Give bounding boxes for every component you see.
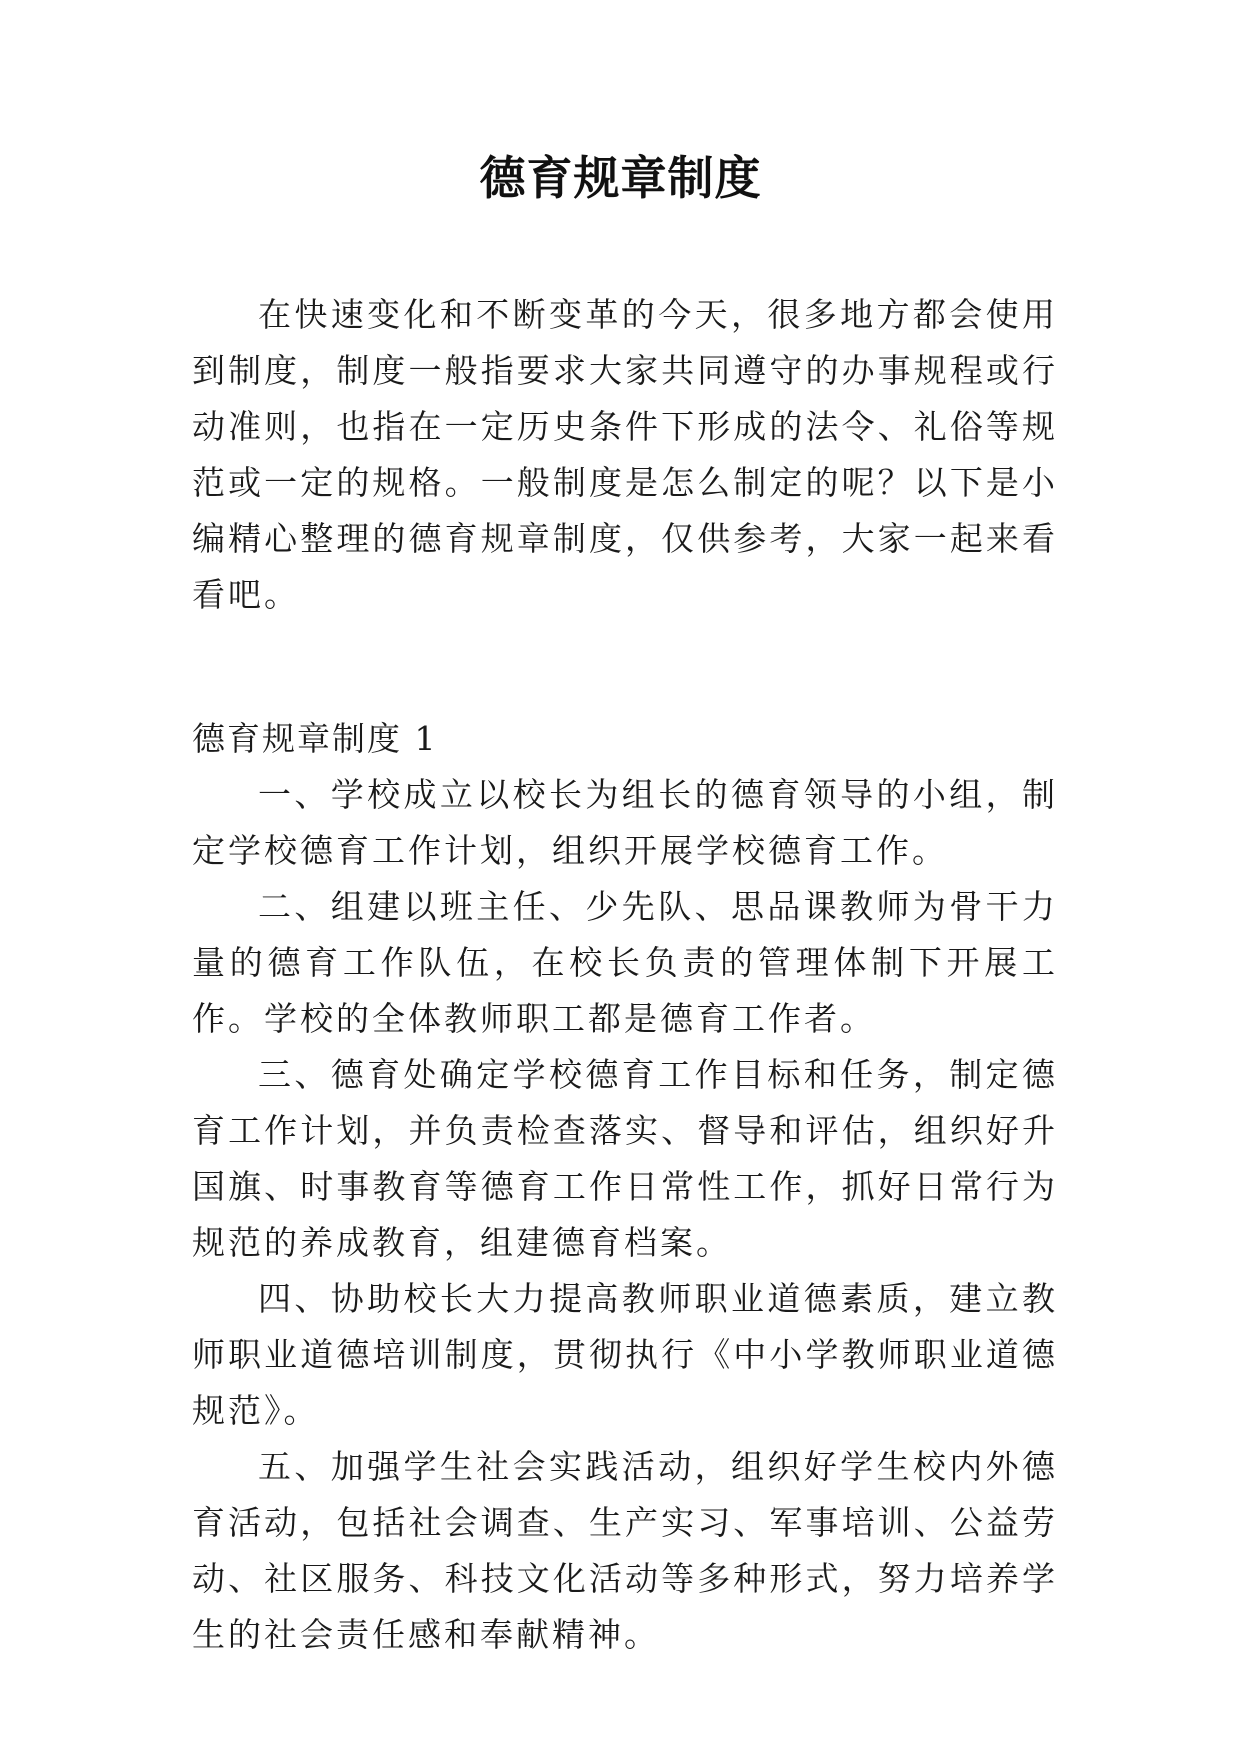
document-title: 德育规章制度 <box>479 151 762 205</box>
section-heading: 德育规章制度 1 <box>192 719 438 758</box>
rule-item-2: 二、组建以班主任、少先队、思品课教师为骨干力量的德育工作队伍，在校长负责的管理体制下开展工作。学校的全体教师职工都是德育工作者。 <box>192 887 1058 1038</box>
rule-item-1: 一、学校成立以校长为组长的德育领导的小组，制定学校德育工作计划，组织开展学校德育工作。 <box>192 775 1058 870</box>
document-body <box>192 287 1058 1663</box>
rule-item-4: 四、协助校长大力提高教师职业道德素质，建立教师职业道德培训制度，贯彻执行《中小学教师职业道德规范》。 <box>192 1279 1058 1430</box>
rule-item-3: 三、德育处确定学校德育工作目标和任务，制定德育工作计划，并负责检查落实、督导和评估，组织好升国旗、时事教育等德育工作日常性工作，抓好日常行为规范的养成教育，组建德育档案。 <box>192 1055 1058 1262</box>
rule-item-5: 五、加强学生社会实践活动，组织好学生校内外德育活动，包括社会调查、生产实习、军事培训、公益劳动、社区服务、科技文化活动等多种形式，努力培养学生的社会责任感和奉献精神。 <box>192 1447 1058 1654</box>
intro-paragraph: 在快速变化和不断变革的今天，很多地方都会使用到制度，制度一般指要求大家共同遵守的办事规程或行动准则，也指在一定历史条件下形成的法令、礼俗等规范或一定的规格。一般制度是怎么制定的呢？以下是小编精心整理的德育规章制度，仅供参考，大家一起来看看吧。 <box>192 295 1058 614</box>
